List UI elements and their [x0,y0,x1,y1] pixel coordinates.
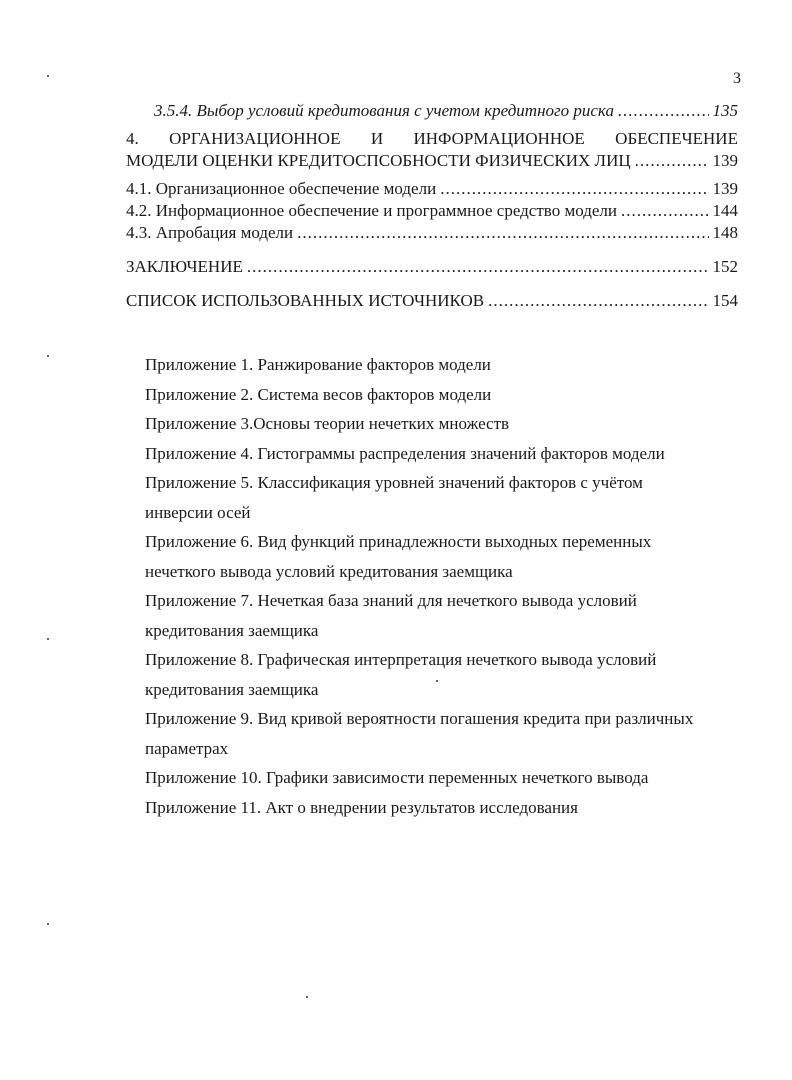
appendix-line: инверсии осей [145,502,251,522]
chapter-word: ОРГАНИЗАЦИОННОЕ [169,129,341,148]
appendix-line: Приложение 4. Гистограммы распределения значений факторов модели [145,443,665,463]
appendix-line: Приложение 11. Акт о внедрении результатов исследования [145,797,578,817]
scan-speck [47,355,49,357]
appendix-line: Приложение 8. Графическая интерпретация нечеткого вывода условий [145,650,657,669]
appendix-line: Приложение 5. Классификация уровней значений факторов с учётом [145,473,643,492]
toc-entry-page: 152 [712,257,738,276]
appendix-line: кредитования заемщика [145,679,319,699]
scan-speck [436,680,438,682]
appendix-line: Приложение 2. Система весов факторов модели [145,384,492,404]
toc-entry-page: 144 [712,201,738,220]
appendix-line: Приложение 10. Графики зависимости переменных нечеткого вывода [145,768,649,787]
toc-entry-page: 135 [712,101,738,120]
appendix-line: Приложение 1. Ранжирование факторов модели [145,355,491,374]
dot-leader [621,200,709,222]
appendix-line: параметрах [145,738,229,758]
chapter-number: 4. [126,129,139,148]
scan-speck [47,75,49,77]
dot-leader [440,178,708,200]
appendix-list [145,350,745,822]
chapter-word: ИНФОРМАЦИОННОЕ [413,129,585,148]
toc-entry-page: 154 [712,291,738,310]
dot-leader [297,222,708,244]
dot-leader [247,256,709,278]
toc-entry-page: 148 [712,223,738,242]
chapter-word: ОБЕСПЕЧЕНИЕ [615,129,738,148]
toc-entry-label: 3.5.4. Выбор условий кредитования с учетом кредитного риска [154,101,614,120]
toc-entry-4-1 [126,178,738,200]
toc-entry-3-5-4 [126,100,738,122]
dot-leader [488,290,708,312]
appendix-line: Приложение 9. Вид кривой вероятности погашения кредита при различных [145,709,694,728]
toc-entry-label: ЗАКЛЮЧЕНИЕ [126,257,243,276]
toc-entry-label: 4.2. Информационное обеспечение и программное средство модели [126,201,617,220]
toc-entry-label: СПИСОК ИСПОЛЬЗОВАННЫХ ИСТОЧНИКОВ [126,291,485,310]
appendix-line: кредитования заемщика [145,620,319,640]
toc-entry-4-3 [126,222,738,244]
toc-chapter-4-heading [126,128,738,150]
toc-chapter-4-line2 [126,150,738,172]
appendix-line: Приложение 3.Основы теории нечетких множеств [145,414,510,433]
appendix-line: Приложение 6. Вид функций принадлежности выходных переменных [145,532,652,551]
toc-entry-page: 139 [712,151,738,170]
scan-speck [47,638,49,640]
toc-entry-references [126,290,738,312]
dot-leader [618,100,709,122]
chapter-word: И [370,129,384,148]
toc-entry-conclusion [126,256,738,278]
appendix-line: нечеткого вывода условий кредитования заемщика [145,561,513,581]
toc-entry-label: 4.1. Организационное обеспечение модели [126,179,437,198]
toc-entry-page: 139 [712,179,738,198]
page-number: 3 [733,70,741,87]
toc-entry-4-2 [126,200,738,222]
appendix-line: Приложение 7. Нечеткая база знаний для нечеткого вывода условий [145,591,637,610]
scan-speck [306,996,308,998]
toc-entry-label: МОДЕЛИ ОЦЕНКИ КРЕДИТОСПСОБНОСТИ ФИЗИЧЕСКИХ ЛИЦ [126,151,631,170]
toc-entry-label: 4.3. Апробация модели [126,223,294,242]
scan-speck [47,923,49,925]
table-of-contents [126,100,738,312]
dot-leader [635,150,709,172]
